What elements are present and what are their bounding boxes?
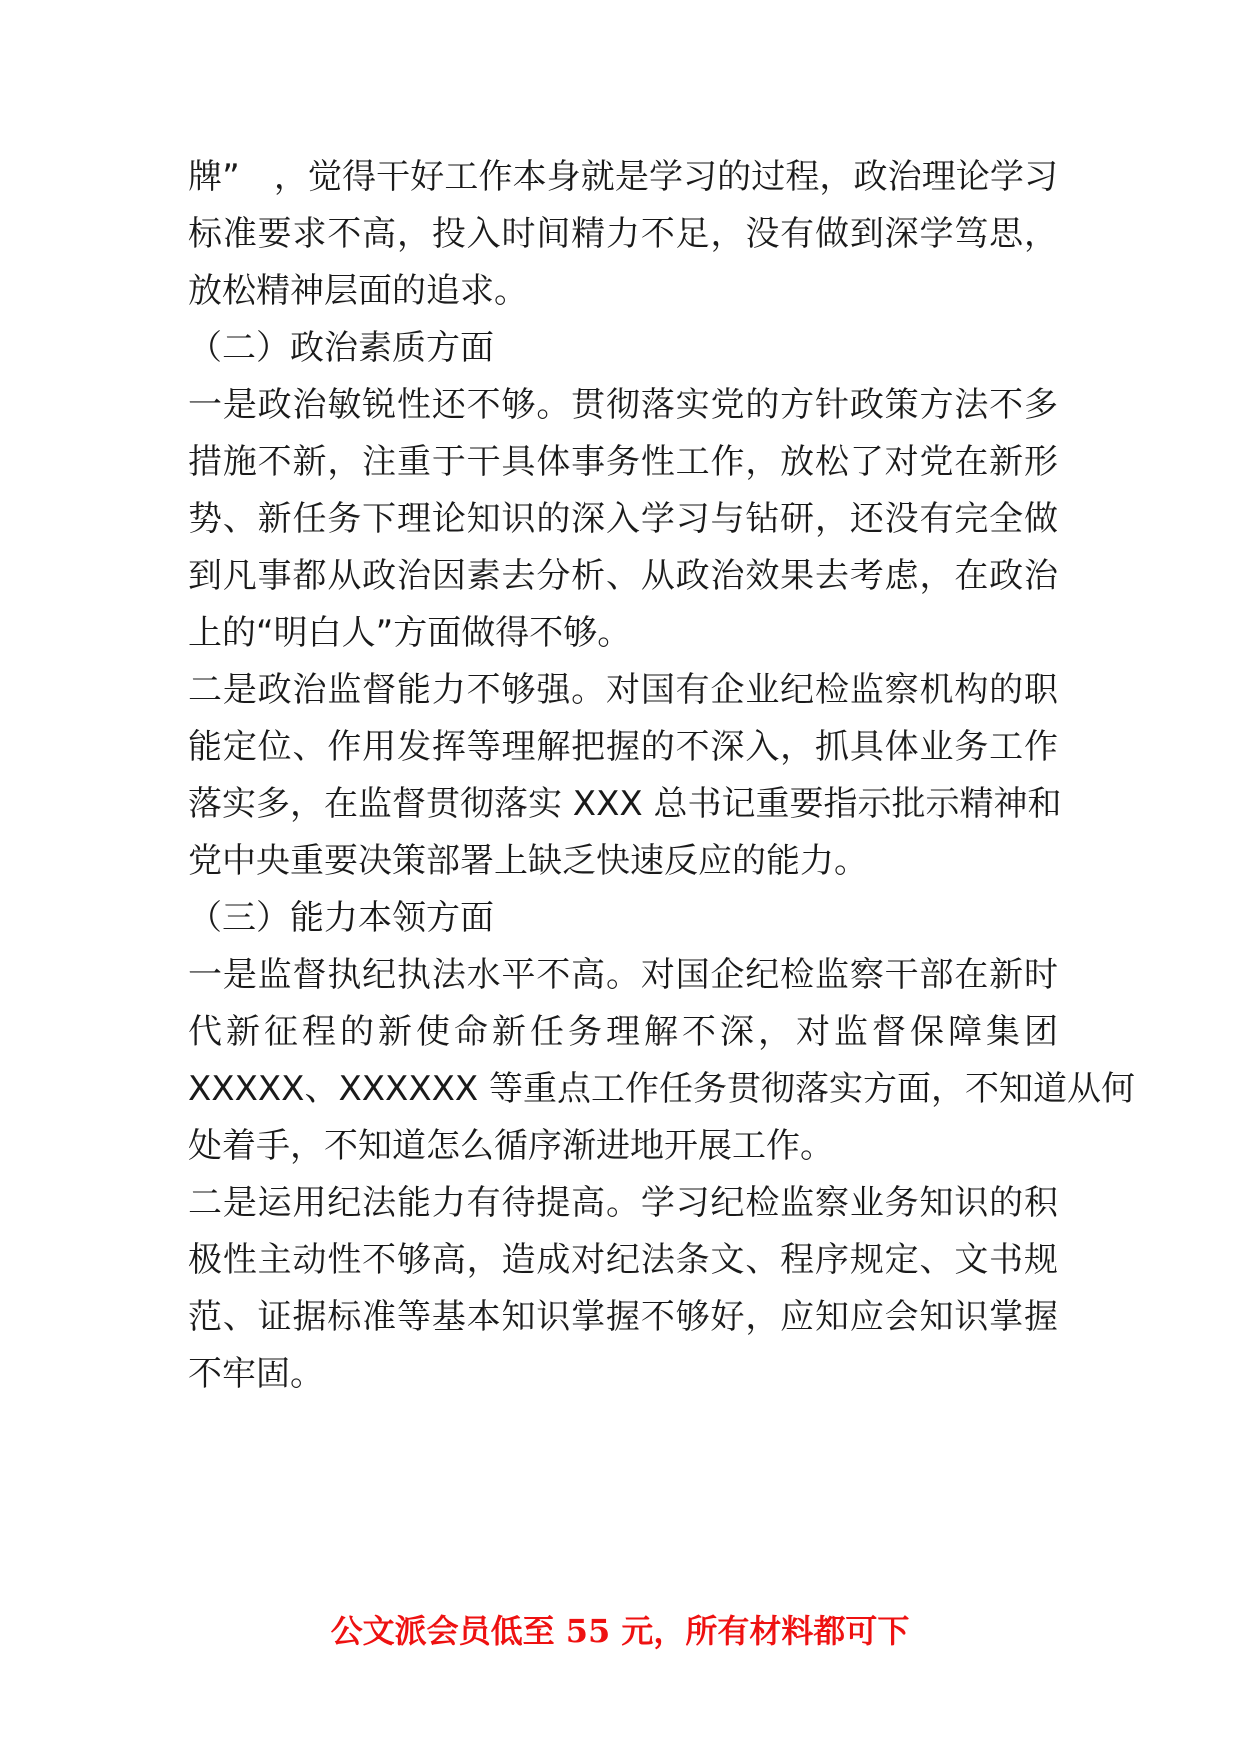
body-text-line: 二是政治监督能力不够强。对国有企业纪检监察机构的职 — [188, 670, 1058, 710]
body-text-line: 标准要求不高，投入时间精力不足，没有做到深学笃思， — [188, 214, 1058, 254]
body-text-line: 到凡事都从政治因素去分析、从政治效果去考虑，在政治 — [188, 556, 1058, 596]
body-text-line: 党中央重要决策部署上缺乏快速反应的能力。 — [188, 841, 868, 881]
body-text-line: 放松精神层面的追求。 — [188, 271, 528, 311]
body-text-line: 极性主动性不够高，造成对纪法条文、程序规定、文书规 — [188, 1240, 1058, 1280]
body-text-line: 范、证据标准等基本知识掌握不够好，应知应会知识掌握 — [188, 1297, 1058, 1337]
body-text-line: 上的“明白人”方面做得不够。 — [188, 613, 632, 653]
section-heading: （二）政治素质方面 — [188, 328, 494, 368]
body-text-line: 一是政治敏锐性还不够。贯彻落实党的方针政策方法不多 — [188, 385, 1058, 425]
body-text-line: 二是运用纪法能力有待提高。学习纪检监察业务知识的积 — [188, 1183, 1058, 1223]
body-text-line: 能定位、作用发挥等理解把握的不深入，抓具体业务工作 — [188, 727, 1058, 767]
body-text-line: 牌” ，觉得干好工作本身就是学习的过程，政治理论学习 — [188, 157, 1058, 197]
section-heading: （三）能力本领方面 — [188, 898, 494, 938]
body-text-line: 措施不新，注重于干具体事务性工作，放松了对党在新形 — [188, 442, 1058, 482]
body-text-line: 一是监督执纪执法水平不高。对国企纪检监察干部在新时 — [188, 955, 1058, 995]
body-text-line: XXXXX、XXXXXX 等重点工作任务贯彻落实方面，不知道从何 — [188, 1069, 1136, 1109]
body-text-line: 处着手，不知道怎么循序渐进地开展工作。 — [188, 1126, 834, 1166]
body-text-line: 代新征程的新使命新任务理解不深，对监督保障集团 — [188, 1012, 1058, 1052]
body-text-line: 落实多，在监督贯彻落实 XXX 总书记重要指示批示精神和 — [188, 784, 1062, 824]
promo-banner: 公文派会员低至 55 元，所有材料都可下 — [330, 1612, 910, 1650]
body-text-line: 势、新任务下理论知识的深入学习与钻研，还没有完全做 — [188, 499, 1058, 539]
body-text-line: 不牢固。 — [188, 1354, 324, 1394]
